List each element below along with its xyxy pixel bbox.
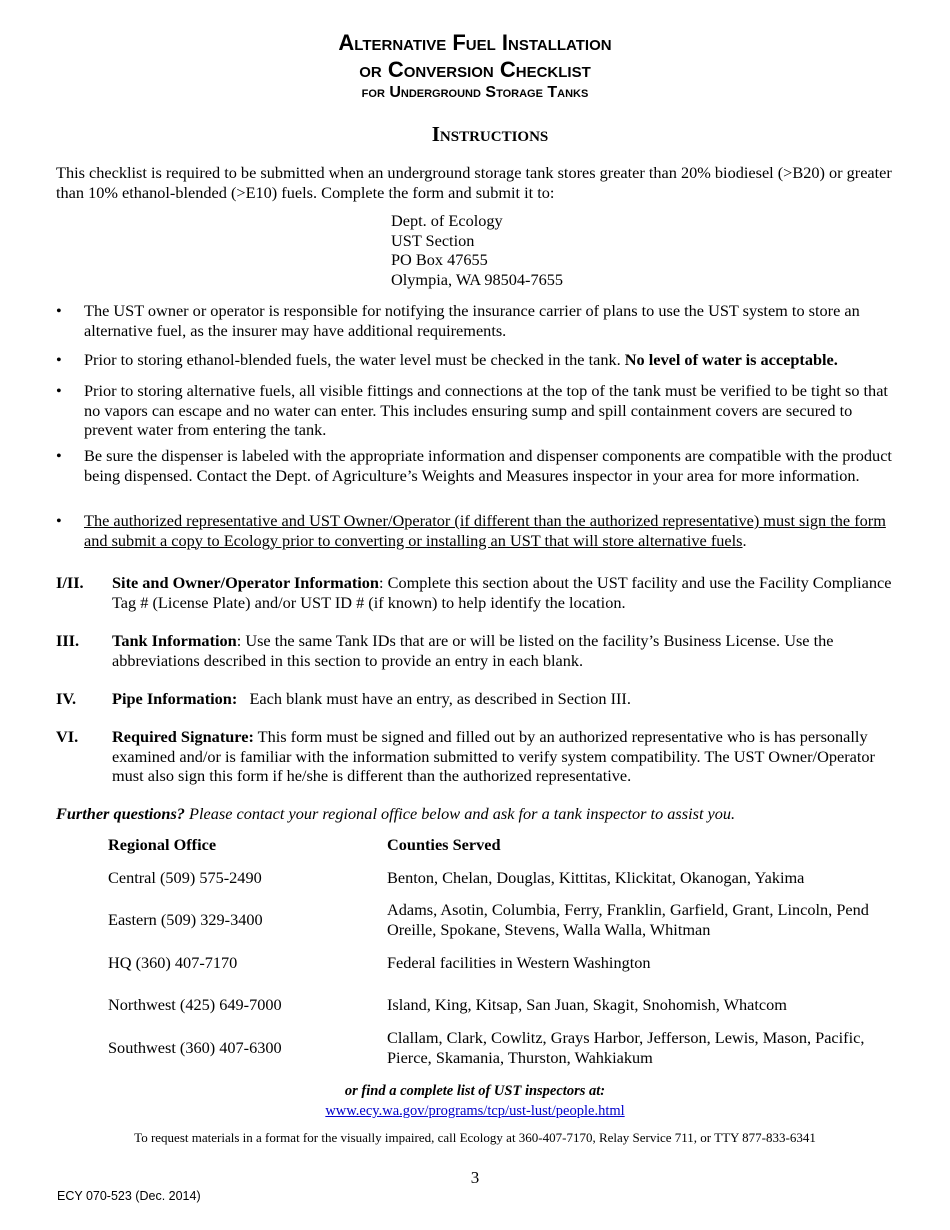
office-southwest: Southwest (360) 407-6300 [108, 1038, 282, 1057]
address-line: PO Box 47655 [391, 250, 488, 269]
mailing-address [391, 211, 691, 289]
office-eastern: Eastern (509) 329-3400 [108, 910, 263, 929]
address-line: UST Section [391, 230, 475, 250]
title-line-3: for Underground Storage Tanks [361, 84, 589, 101]
section-body [112, 689, 896, 709]
bullet-text-underlined: The authorized representative and UST Owner/Operator (if different than the authorized representative) must sign the form and submit a copy to Ecology prior to converting or installing an UST that will store alternative fuels [84, 511, 886, 550]
page-number: 3 [470, 1168, 480, 1187]
bullet-text-bold: No level of water is acceptable. [624, 350, 838, 369]
instructions-heading: Instructions [431, 122, 549, 146]
bullet-text: Be sure the dispenser is labeled with the appropriate information and dispenser components are compatible with the product being dispensed. Contact the Dept. of Agriculture’s Weights and Measures inspector in your area for more information. [84, 446, 892, 485]
counties-central: Benton, Chelan, Douglas, Kittitas, Klickitat, Okanogan, Yakima [387, 868, 805, 887]
counties-eastern: Adams, Asotin, Columbia, Ferry, Franklin, Garfield, Grant, Lincoln, Pend Oreille, Spokane, Stevens, Walla Walla, Whitman [387, 900, 869, 939]
bullet-insurance [56, 301, 896, 340]
section-text: Each blank must have an entry, as described in Section III. [237, 689, 631, 708]
bullet-text: Prior to storing alternative fuels, all visible fittings and connections at the top of the tank must be verified to be tight so that no vapors can escape and no water can enter. This includes ensuring sump and spill containment covers are secured to prevent water from entering the tank. [84, 381, 888, 439]
bullet-text-plain: Prior to storing ethanol-blended fuels, the water level must be checked in the tank. [84, 350, 625, 369]
further-questions [56, 804, 916, 824]
office-central: Central (509) 575-2490 [108, 868, 262, 887]
bullet-signature-requirement [56, 511, 896, 550]
header-regional-office: Regional Office [108, 835, 217, 854]
section-number: VI. [56, 727, 79, 746]
section-title: Pipe Information: [112, 689, 238, 708]
further-questions-text: Please contact your regional office below and ask for a tank inspector to assist you. [184, 804, 736, 823]
section-text: : Complete this section about the UST facility and use the Facility Compliance Tag # (License Plate) and/or UST ID # (if known) to help identify the location. [112, 573, 892, 612]
bullet-text-end: . [742, 530, 747, 550]
inspectors-link[interactable]: www.ecy.wa.gov/programs/tcp/ust-lust/people.html [325, 1103, 625, 1119]
bullet-text: The UST owner or operator is responsible for notifying the insurance carrier of plans to use the UST system to store an alternative fuel, as the insurer may have additional requirements. [84, 301, 860, 340]
section-site-owner [56, 573, 896, 612]
counties-hq: Federal facilities in Western Washington [387, 953, 651, 972]
section-number: IV. [56, 689, 77, 708]
header-counties-served: Counties Served [387, 835, 501, 854]
section-title: Site and Owner/Operator Information [112, 573, 379, 592]
office-hq: HQ (360) 407-7170 [108, 953, 238, 972]
bullet-dot: • [56, 381, 62, 400]
bullet-fittings [56, 381, 896, 440]
section-number: I/II. [56, 573, 84, 592]
bullet-water-level [56, 350, 896, 370]
counties-southwest: Clallam, Clark, Cowlitz, Grays Harbor, Jefferson, Lewis, Mason, Pacific, Pierce, Skamania, Thurston, Wahkiakum [387, 1028, 865, 1067]
bullet-dot: • [56, 350, 62, 369]
section-body [112, 631, 896, 670]
title-line-2: or Conversion Checklist [359, 57, 591, 82]
section-number: III. [56, 631, 80, 650]
bullet-dot: • [56, 446, 62, 465]
office-northwest: Northwest (425) 649-7000 [108, 995, 282, 1014]
section-body [112, 573, 896, 612]
section-tank [56, 631, 896, 670]
bullet-text [84, 350, 896, 370]
bullet-dot: • [56, 511, 62, 530]
intro-paragraph: This checklist is required to be submitted when an underground storage tank stores greater than 20% biodiesel (>B20) or greater than 10% ethanol-blended (>E10) fuels. Complete the form and submit it to: [56, 163, 892, 202]
section-pipe [56, 689, 896, 709]
section-signature [56, 727, 896, 786]
counties-northwest: Island, King, Kitsap, San Juan, Skagit, Snohomish, Whatcom [387, 995, 787, 1014]
section-body [112, 727, 896, 786]
address-line: Dept. of Ecology [391, 211, 503, 230]
title-line-1: Alternative Fuel Installation [338, 30, 612, 55]
form-number: ECY 070-523 (Dec. 2014) [57, 1189, 201, 1203]
bullet-text [84, 511, 896, 550]
address-line: Olympia, WA 98504-7655 [391, 269, 564, 289]
bullet-dispenser [56, 446, 896, 485]
section-text: : Use the same Tank IDs that are or will be listed on the facility’s Business License. Use the abbreviations described in this section to provide an entry in each blank. [112, 631, 834, 670]
section-title: Tank Information [112, 631, 237, 650]
bullet-dot: • [56, 301, 62, 320]
section-text: This form must be signed and filled out by an authorized representative who is has personally examined and/or is familiar with the information submitted to verify system compatibility. The UST Owner/Operator must also sign this form if he/she is different than the authorized representative. [112, 727, 875, 785]
find-inspectors-text: or find a complete list of UST inspectors at: [344, 1083, 606, 1099]
section-title: Required Signature: [112, 727, 254, 746]
accessibility-notice: To request materials in a format for the visually impaired, call Ecology at 360-407-7170, Relay Service 711, or TTY 877-833-6341 [134, 1130, 816, 1145]
further-questions-bold: Further questions? [56, 804, 185, 823]
